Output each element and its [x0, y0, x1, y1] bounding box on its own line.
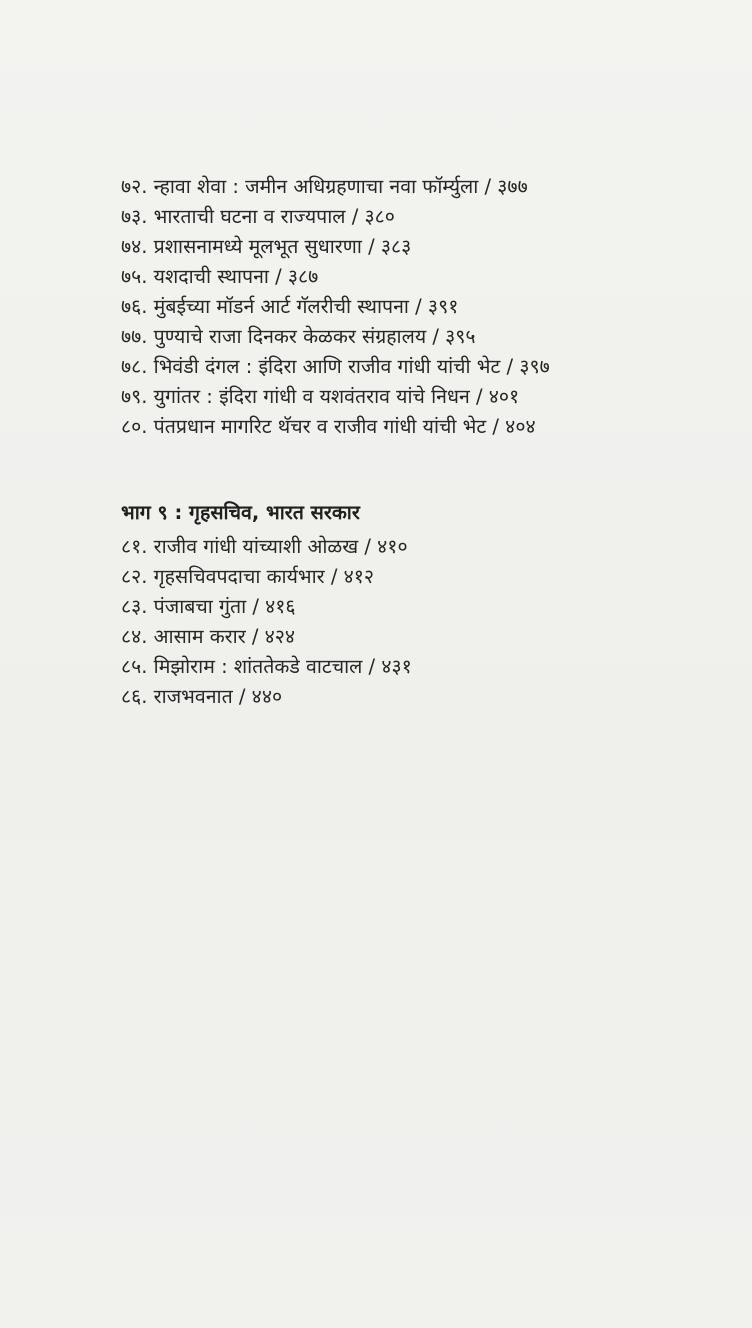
toc-entry-81: ८१. राजीव गांधी यांच्याशी ओळख / ४१० [121, 535, 408, 558]
section-spacer [121, 442, 721, 498]
toc-entry-77: ७७. पुण्याचे राजा दिनकर केळकर संग्रहालय / ३९५ [121, 325, 476, 348]
toc-entry-72: ७२. न्हावा शेवा : जमीन अधिग्रहणाचा नवा फॉर्म्युला / ३७७ [121, 175, 528, 198]
toc-entry-79: ७९. युगांतर : इंदिरा गांधी व यशवंतराव यांचे निधन / ४०१ [121, 385, 520, 408]
toc-entry-84: ८४. आसाम करार / ४२४ [121, 625, 296, 648]
toc-entry-75: ७५. यशदाची स्थापना / ३८७ [121, 265, 319, 288]
toc-entry-80: ८०. पंतप्रधान मागरिट थॅचर व राजीव गांधी यांची भेट / ४०४ [121, 415, 536, 438]
section-heading: भाग ९ : गृहसचिव, भारत सरकार [121, 501, 360, 524]
toc-entry-74: ७४. प्रशासनामध्ये मूलभूत सुधारणा / ३८३ [121, 235, 412, 258]
toc-entry-85: ८५. मिझोराम : शांततेकडे वाटचाल / ४३१ [121, 655, 412, 678]
toc-entry-78: ७८. भिवंडी दंगल : इंदिरा आणि राजीव गांधी यांची भेट / ३९७ [121, 355, 550, 378]
toc-entry-82: ८२. गृहसचिवपदाचा कार्यभार / ४१२ [121, 565, 375, 588]
toc-entry-73: ७३. भारताची घटना व राज्यपाल / ३८० [121, 205, 395, 228]
toc-entry-76: ७६. मुंबईच्या मॉडर्न आर्ट गॅलरीची स्थापना / ३९१ [121, 295, 459, 318]
toc-entry-86: ८६. राजभवनात / ४४० [121, 685, 283, 708]
toc-entry-83: ८३. पंजाबचा गुंता / ४१६ [121, 595, 296, 618]
table-of-contents [121, 172, 721, 712]
